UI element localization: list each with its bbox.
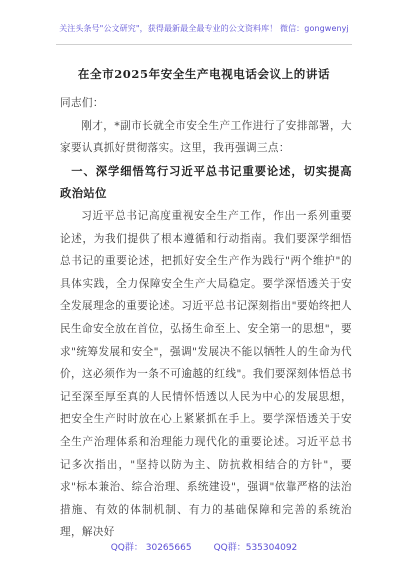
header-divider <box>56 44 352 45</box>
body-paragraph: 习近平总书记高度重视安全生产工作，作出一系列重要论述，为我们提供了根本遵循和行动指南。我们要深学细悟总书记的重要论述，把抓好安全生产作为践行"两个维护"的具体实践，全力保障安全生产大局稳定。要学深悟透关于安全发展理念的重要论述。习近平总书记深刻指出"要始终把人民生命安全放在首位，弘扬生命至上、安全第一的思想"，要求"统筹发展和安全"，强调"发展决不能以牺牲人的生命为代价，这必须作为一条不可逾越的红线"。我们要深刻体悟总书记至深至厚至真的人民情怀悟透以人民为中心的发展思想，把安全生产时时放在心上紧紧抓在手上。要学深悟透关于安全生产治理体系和治理能力现代化的重要论述。习近平总书记多次指出，"坚持以防为主、防抗救相结合的方针"，要求"标本兼治、综合治理、系统建设"，强调"依靠严格的法治措施、有效的体制机制、有力的基础保障和完善的系统治理，解决好 <box>60 209 352 539</box>
document-body <box>60 92 352 544</box>
intro-paragraph: 刚才，*副市长就全市安全生产工作进行了安排部署，大家要认真抓好贯彻落实。这里，我再强调三点： <box>60 119 352 155</box>
section-heading: 一、深学细悟笃行习近平总书记重要论述，切实提高政治站位 <box>60 163 352 201</box>
header-note: 关注头条号"公文研究"，获得最新最全最专业的公文资料库！ 微信：gongwenyj <box>59 24 349 33</box>
footer-qq-group-2: QQ群：535304092 <box>213 543 298 553</box>
footer-qq-group-1: QQ群： 30265665 <box>110 543 192 553</box>
salutation: 同志们： <box>60 97 104 109</box>
footer <box>0 540 408 553</box>
document-title: 在全市2025年安全生产电视电话会议上的讲话 <box>77 67 331 81</box>
